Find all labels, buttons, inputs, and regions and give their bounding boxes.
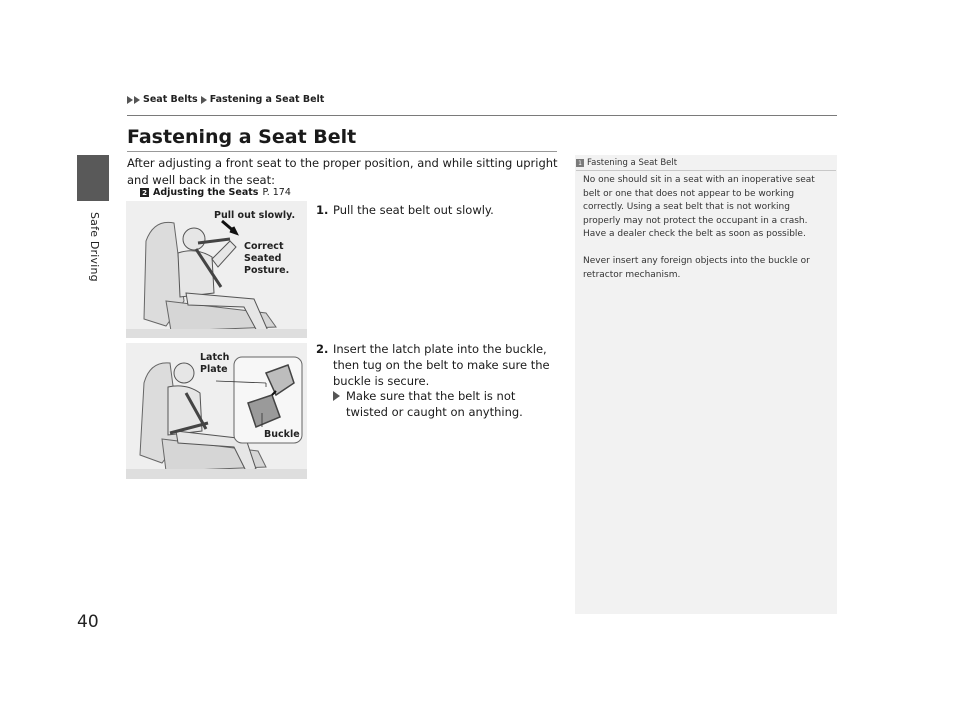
step-1	[316, 202, 565, 218]
header-divider	[127, 115, 837, 116]
step-2	[316, 341, 565, 389]
reference-icon: 2	[140, 188, 149, 197]
substep-text: Make sure that the belt is not twisted or caught on anything.	[346, 389, 523, 419]
buckle-label: Buckle	[264, 429, 300, 440]
posture-label: Correct Seated Posture.	[244, 241, 290, 276]
section-label: Safe Driving	[88, 212, 101, 282]
page-title: Fastening a Seat Belt	[127, 126, 357, 148]
note-divider	[576, 170, 836, 171]
breadcrumb-arrow-icon	[201, 96, 207, 104]
breadcrumb-item-fastening[interactable]: Fastening a Seat Belt	[209, 94, 325, 105]
breadcrumb	[127, 94, 324, 105]
breadcrumb-arrow-icon	[134, 96, 140, 104]
note-paragraph-2: Never insert any foreign objects into the buckle or retractor mechanism.	[583, 256, 810, 280]
cross-reference-link[interactable]	[140, 187, 291, 198]
pull-belt-illustration	[126, 201, 307, 338]
note-icon: 1	[576, 159, 584, 167]
section-tab	[77, 155, 109, 201]
buckle-illustration	[126, 343, 307, 479]
page-number: 40	[77, 612, 99, 632]
note-heading-text: Fastening a Seat Belt	[587, 158, 678, 168]
xref-title: Adjusting the Seats	[153, 187, 259, 198]
step-1-text: Pull the seat belt out slowly.	[333, 203, 494, 217]
step-2-number: 2.	[316, 342, 329, 356]
latch-plate-label: Latch Plate	[200, 352, 230, 375]
step-2-text: Insert the latch plate into the buckle, then tug on the belt to make sure the buckle is secure.	[333, 342, 550, 388]
note-paragraph-1: No one should sit in a seat with an inoperative seat belt or one that does not appear to be working correctly. Using a seat belt that is not working properly may not protect the occupant in a crash. Have a dealer check the belt as soon as possible.	[583, 175, 815, 239]
title-divider	[127, 151, 557, 152]
xref-page: P. 174	[262, 187, 291, 198]
note-heading	[576, 158, 677, 168]
breadcrumb-item-seat-belts[interactable]: Seat Belts	[143, 94, 198, 105]
intro-text: After adjusting a front seat to the proper position, and while sitting upright and well back in the seat:	[127, 156, 558, 187]
substep	[333, 388, 561, 420]
step-1-number: 1.	[316, 203, 329, 217]
pull-out-label: Pull out slowly.	[214, 210, 296, 221]
breadcrumb-arrow-icon	[127, 96, 133, 104]
substep-arrow-icon	[333, 391, 340, 401]
